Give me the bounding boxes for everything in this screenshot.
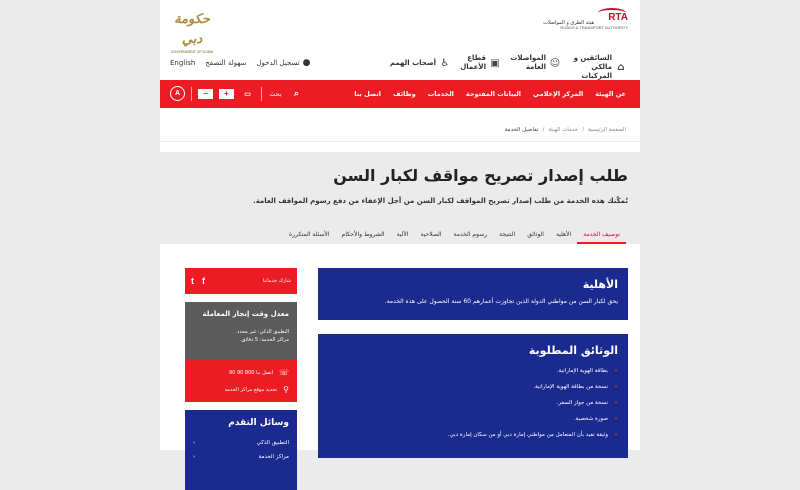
search-icon[interactable]: ⌕ (293, 88, 300, 98)
tab-terms[interactable]: الشروط والأحكام (341, 231, 385, 238)
breadcrumb-services[interactable]: خدمات الهيئة (548, 126, 579, 133)
list-item: • نسخة من بطاقة الهوية الإماراتية. (328, 379, 618, 395)
nav-determination-label: أصحاب الهمم (389, 58, 436, 67)
tab-procedure[interactable]: الآلية (396, 231, 409, 238)
service-tabs (283, 231, 626, 244)
tab-faq[interactable]: الأسئلة المتكررة (289, 231, 330, 238)
login-link[interactable] (256, 58, 310, 68)
rta-name-ar: هيئة الطرق و المواصلات (543, 20, 594, 26)
page (160, 0, 640, 460)
nav-transport-label: المواصلات العامة (510, 54, 546, 71)
home-icon: ⌂ (617, 62, 625, 73)
service-centers-time: مراكز الخدمة: 5 دقائق. (239, 337, 289, 343)
briefcase-icon: ▣ (490, 57, 500, 69)
rta-logo-text: RTA (608, 12, 628, 23)
menu-careers[interactable]: وظائف (392, 90, 416, 98)
processing-time-panel (185, 302, 297, 360)
main-menu (160, 80, 640, 108)
call-us-row[interactable] (193, 364, 289, 381)
page-title: طلب إصدار تصريح مواقف لكبار السن (333, 166, 628, 185)
eligibility-heading: الأهلية (582, 278, 618, 291)
divider (191, 87, 192, 101)
rta-logo[interactable] (532, 12, 628, 38)
gov-logo-en: GOVERNMENT OF DUBAI (170, 50, 214, 54)
list-item: • صورة شخصية. (328, 411, 618, 427)
tab-fees[interactable]: رسوم الخدمة (453, 231, 488, 238)
channel-label: مراكز الخدمة (258, 454, 289, 460)
search-label[interactable]: بحث (269, 89, 282, 98)
channel-item[interactable] (193, 436, 289, 450)
government-of-dubai-logo[interactable] (170, 10, 214, 54)
breadcrumb-separator: / (582, 126, 585, 133)
list-item: • وثيقة تفيد بأن المتعامل من مواطني إمارة دبي أو من سكان إمارة دبي. (328, 427, 618, 443)
breadcrumb-home[interactable]: الصفحة الرئيسية (588, 126, 626, 133)
gov-logo-ar: حكومة دبي (174, 12, 210, 47)
eligibility-card (318, 268, 628, 320)
main-content (160, 244, 640, 474)
login-label: تسجيل الدخول (256, 59, 300, 67)
locate-centers-row[interactable] (193, 381, 289, 398)
processing-time-title: معدل وقت إنجاز المعاملة (202, 310, 289, 318)
nav-utilities (170, 58, 310, 68)
nav-people-of-determination[interactable] (390, 58, 450, 68)
twitter-icon[interactable]: t (191, 276, 194, 286)
list-item: • نسخة من جواز السفر. (328, 395, 618, 411)
chevron-left-icon: ‹ (193, 440, 196, 446)
locate-centers-label: تحديد موقع مراكز الخدمة (224, 386, 278, 393)
channel-label: التطبيق الذكي (256, 440, 289, 446)
text-increase-button[interactable]: + (219, 89, 234, 99)
channel-item[interactable] (193, 450, 289, 464)
nav-business[interactable] (456, 54, 500, 72)
nav-drivers-label: السائقين و مالكي المركبات (573, 54, 612, 80)
divider (261, 87, 262, 101)
nav-business-label: قطاع الأعمال (460, 54, 486, 71)
contrast-button[interactable]: A (170, 86, 185, 101)
documents-heading: الوثائق المطلوبة (528, 344, 618, 357)
accessibility-link[interactable]: سهولة التصفح (205, 59, 247, 67)
share-label: شارك خدماتنا (262, 278, 291, 284)
rta-name-en: ROADS & TRANSPORT AUTHORITY (560, 25, 628, 30)
print-icon[interactable]: ▭ (244, 90, 251, 98)
tab-documents[interactable]: الوثائق (527, 231, 544, 238)
sidebar (185, 268, 297, 490)
menu-services[interactable]: الخدمات (427, 90, 454, 98)
menu-media-center[interactable]: المركز الإعلامي (533, 90, 584, 98)
nav-drivers[interactable] (564, 54, 626, 81)
contact-panel (185, 360, 297, 402)
service-channels-title: وسائل التقدم (228, 418, 289, 428)
page-subtitle: تُمكّنك هذه الخدمة من طلب إصدار تصريح المواقف لكبار السن من أجل الإعفاء من دفع رسوم المواقف العامة. (253, 197, 628, 205)
smart-app-time: التطبيق الذكي: غير محدد. (235, 329, 289, 335)
tab-description[interactable]: توصيف الخدمة (577, 231, 626, 244)
menu-contact[interactable]: اتصل بنا (354, 90, 381, 98)
location-pin-icon: ⚲ (283, 385, 289, 394)
nav-public-transport[interactable] (506, 54, 560, 72)
tab-result[interactable]: النتيجة (499, 231, 516, 238)
menu-open-data[interactable]: البيانات المفتوحة (465, 90, 522, 98)
breadcrumb (160, 118, 640, 142)
facebook-icon[interactable]: f (202, 276, 205, 286)
accessibility-icon: ♿ (440, 57, 450, 69)
user-icon: ● (302, 58, 311, 68)
documents-card (318, 334, 628, 458)
tab-validity[interactable]: الصلاحية (420, 231, 442, 238)
list-item: • بطاقة الهوية الإماراتية. (328, 363, 618, 379)
call-us-label: اتصل بنا 800 90 90 (228, 369, 273, 376)
phone-icon: ☏ (278, 368, 289, 377)
chevron-left-icon: ‹ (193, 454, 196, 460)
share-bar (185, 268, 297, 294)
service-channels-panel (185, 410, 297, 490)
documents-list (328, 363, 618, 443)
secondary-nav (160, 48, 640, 80)
eligibility-text: يحق لكبار السن من مواطني الدولة الذين تجاوزت أعمارهم 60 سنة الحصول على هذه الخدمة. (384, 298, 618, 305)
breadcrumb-current: تفاصيل الخدمة (504, 126, 539, 133)
english-link[interactable]: English (170, 59, 196, 67)
service-header (160, 152, 640, 244)
menu-about[interactable]: عن الهيئة (595, 90, 626, 98)
breadcrumb-separator: / (542, 126, 545, 133)
text-decrease-button[interactable]: − (198, 89, 213, 99)
tab-eligibility[interactable]: الأهلية (555, 231, 572, 238)
menu-tools (170, 86, 304, 101)
person-icon: ☺ (549, 57, 561, 69)
top-header (160, 0, 640, 54)
